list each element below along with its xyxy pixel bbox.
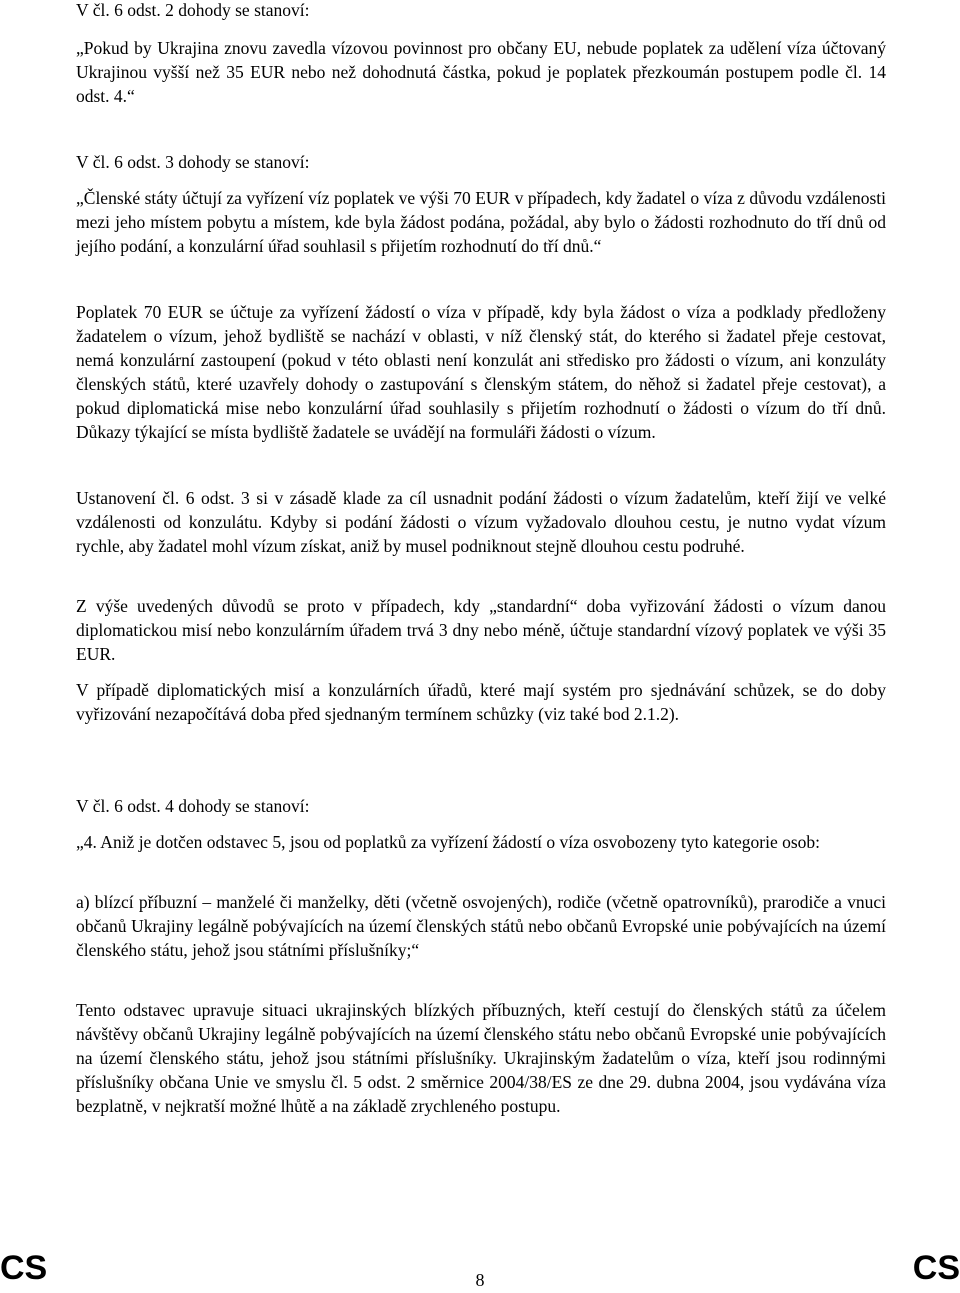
paragraph-close-relatives: Tento odstavec upravuje situaci ukrajinských blízkých příbuzných, kteří cestují do členských států za účelem návštěvy občanů Ukrajiny legálně pobývajících na území členského státu nebo občanů Evropské unie pobývajících na území členského státu, jehož jsou státními příslušníky. Ukrajinským žadatelům o víza, kteří jsou rodinnými příslušníky občana Unie ve smyslu čl. 5 odst. 2 směrnice 2004/38/ES ze dne 29. dubna 2004, jsou vydávána víza bezplatně, v nejkratší možné lhůtě a na základě zrychleného postupu. bbox=[76, 1000, 886, 1116]
quote-article-6-4: „4. Aniž je dotčen odstavec 5, jsou od poplatků za vyřízení žádostí o víza osvobozeny tyto kategorie osob: bbox=[76, 832, 821, 852]
paragraph-standard-fee: Z výše uvedených důvodů se proto v případech, kdy „standardní“ doba vyřizování žádosti o vízum danou diplomatickou misí nebo konzulárním úřadem trvá 3 dny nebo méně, účtuje standardní vízový poplatek ve výši 35 EUR. bbox=[76, 596, 886, 664]
heading-article-6-4: V čl. 6 odst. 4 dohody se stanoví: bbox=[76, 796, 310, 816]
paragraph-appointments: V případě diplomatických misí a konzulárních úřadů, které mají systém pro sjednávání schůzek, se do doby vyřizování nezapočítává doba před sjednaným termínem schůzky (viz také bod 2.1.2). bbox=[76, 680, 886, 724]
heading-article-6-2: V čl. 6 odst. 2 dohody se stanoví: bbox=[76, 0, 310, 20]
quote-article-6-3: „Členské státy účtují za vyřízení víz poplatek ve výši 70 EUR v případech, kdy žadatel o víza z důvodu vzdálenosti mezi jeho místem pobytu a místem, kde byla žádost podána, požádal, aby bylo o žádosti rozhodnuto do tří dnů od jejího podání, a konzulární úřad souhlasil s přijetím rozhodnutí do tří dnů.“ bbox=[76, 188, 886, 256]
footer-language-right: CS bbox=[912, 1249, 960, 1287]
page-number: 8 bbox=[475, 1270, 485, 1290]
heading-article-6-3: V čl. 6 odst. 3 dohody se stanoví: bbox=[76, 152, 310, 172]
quote-article-6-2: „Pokud by Ukrajina znovu zavedla vízovou povinnost pro občany EU, nebude poplatek za udělení víza účtovaný Ukrajinou vyšší než 35 EUR nebo než dohodnutá částka, pokud je poplatek přezkoumán postupem podle čl. 14 odst. 4.“ bbox=[76, 38, 886, 106]
paragraph-purpose: Ustanovení čl. 6 odst. 3 si v zásadě klade za cíl usnadnit podání žádosti o vízum žadatelům, kteří žijí ve velké vzdálenosti od konzulátu. Kdyby si podání žádosti o vízum vyžadovalo dlouhou cestu, je nutno vydat vízum rychle, aby žadatel mohl vízum získat, aniž by musel podniknout stejně dlouhou cestu podruhé. bbox=[76, 488, 886, 556]
footer-language-left: CS bbox=[0, 1249, 48, 1287]
quote-article-6-4-a: a) blízcí příbuzní – manželé či manželky, děti (včetně osvojených), rodiče (včetně opatrovníků), prarodiče a vnuci občanů Ukrajiny legálně pobývajících na území členských států nebo občanů Evropské unie pobývajících na území členského státu, jehož jsou státními příslušníky;“ bbox=[76, 892, 886, 960]
paragraph-fee-explanation: Poplatek 70 EUR se účtuje za vyřízení žádostí o víza v případě, kdy byla žádost o víza a podklady předloženy žadatelem o vízum, jehož bydliště se nachází v oblasti, v níž členský stát, do kterého si žadatel přeje cestovat, nemá konzulární zastoupení (pokud v této oblasti není konzulát ani středisko pro žádosti o vízum, ani konzuláty členských států, které uzavřely dohody o zastupování s členským státem, do něhož si žadatel přeje cestovat), a pokud diplomatická mise nebo konzulární úřad souhlasily s přijetím rozhodnutí o žádosti o vízum do tří dnů. Důkazy týkající se místa bydliště žadatele se uvádějí na formuláři žádosti o vízum. bbox=[76, 302, 886, 442]
